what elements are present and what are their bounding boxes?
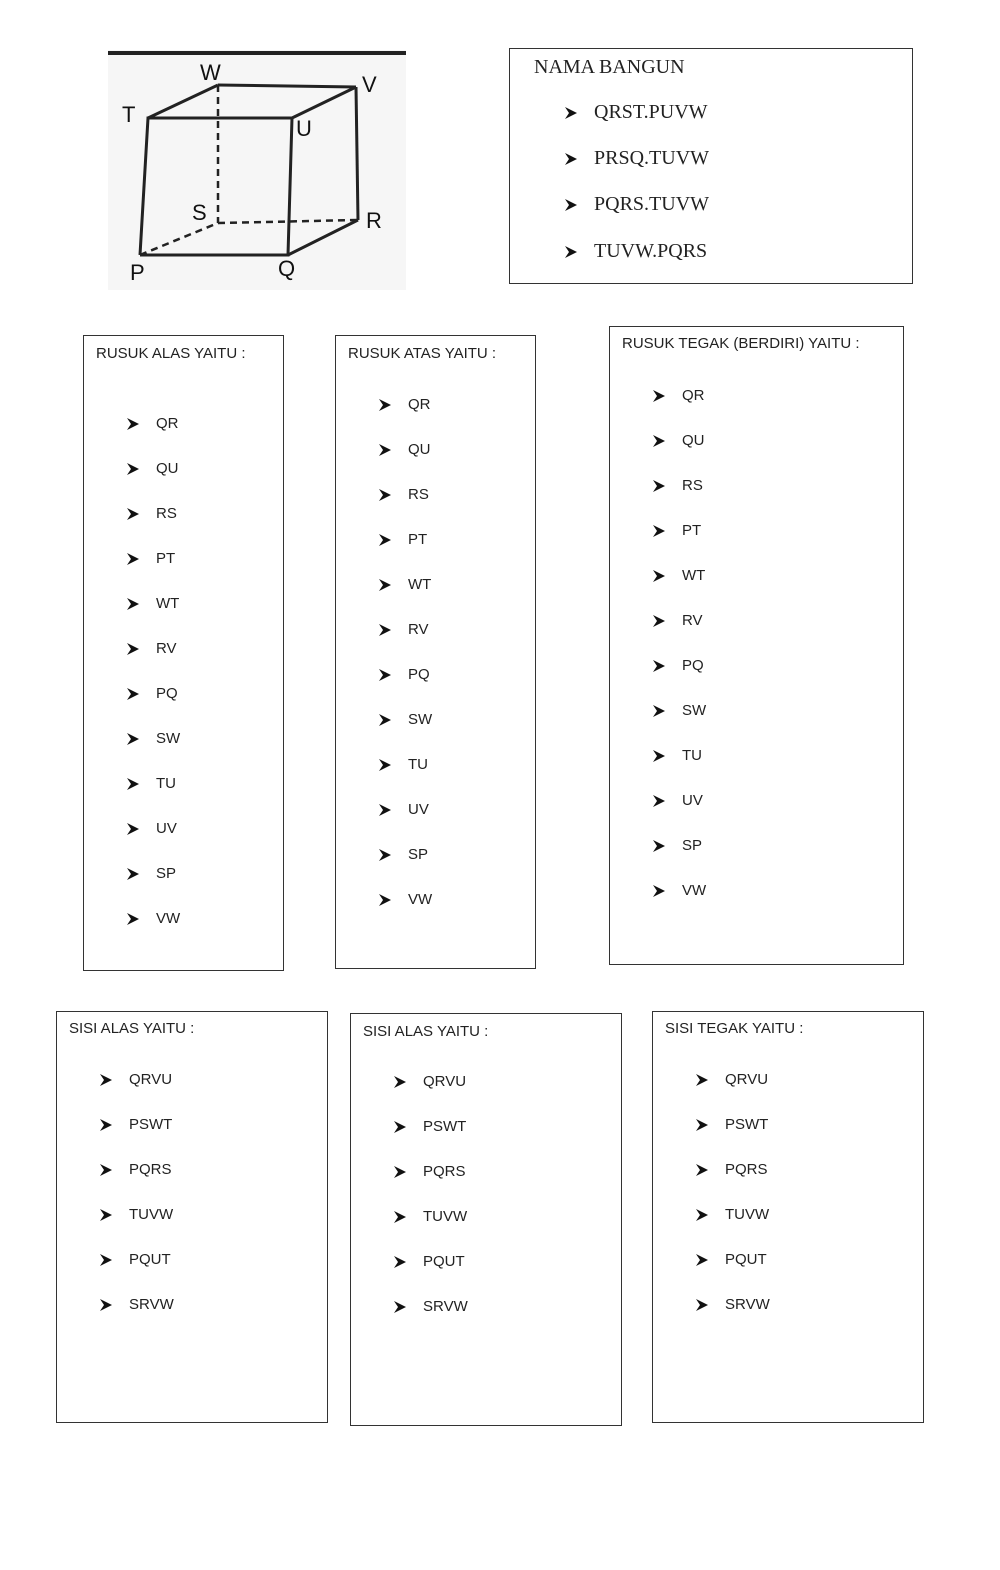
arrow-bullet-icon bbox=[378, 623, 392, 637]
rusuk-tegak-option-label: QR bbox=[682, 387, 705, 404]
sisi-alas-option-label: PSWT bbox=[129, 1116, 173, 1133]
rusuk-alas-option[interactable] bbox=[126, 460, 179, 477]
front-face bbox=[140, 118, 292, 255]
rusuk-tegak-option[interactable] bbox=[652, 882, 706, 899]
rusuk-tegak-option-label: VW bbox=[682, 882, 707, 899]
arrow-bullet-icon bbox=[378, 848, 392, 862]
sisi-tegak-option[interactable] bbox=[695, 1071, 768, 1088]
arrow-bullet-icon bbox=[393, 1075, 407, 1089]
arrow-bullet-icon bbox=[126, 732, 140, 746]
rusuk-tegak-option[interactable] bbox=[652, 702, 706, 719]
rusuk-atas-option-label: PT bbox=[408, 531, 428, 548]
sisi-alas-option[interactable] bbox=[393, 1253, 465, 1270]
rusuk-tegak-option-label: SP bbox=[682, 837, 703, 854]
rusuk-tegak-option-label: PT bbox=[682, 522, 702, 539]
rusuk-atas-option[interactable] bbox=[378, 846, 428, 863]
rusuk-alas-option-label: SP bbox=[156, 865, 177, 882]
sisi-alas-option-label: TUVW bbox=[129, 1206, 174, 1223]
vertex-label-u: U bbox=[296, 116, 312, 141]
nama-bangun-option-label: PRSQ.TUVW bbox=[594, 147, 710, 169]
rusuk-alas-option[interactable] bbox=[126, 415, 179, 432]
rusuk-alas-option-label: PQ bbox=[156, 685, 178, 702]
nama-bangun-option[interactable] bbox=[564, 147, 709, 170]
sisi-tegak-box bbox=[652, 1011, 924, 1423]
arrow-bullet-icon bbox=[652, 659, 666, 673]
rusuk-alas-option-label: RV bbox=[156, 640, 177, 657]
arrow-bullet-icon bbox=[393, 1120, 407, 1134]
rusuk-tegak-option[interactable] bbox=[652, 657, 704, 674]
rusuk-atas-option-label: SP bbox=[408, 846, 429, 863]
arrow-bullet-icon bbox=[695, 1163, 709, 1177]
rusuk-tegak-option[interactable] bbox=[652, 612, 703, 629]
sisi-alas-option-label: SRVW bbox=[423, 1298, 468, 1315]
arrow-bullet-icon bbox=[564, 198, 578, 212]
sisi-alas-title-2: SISI ALAS YAITU : bbox=[363, 1023, 489, 1040]
sisi-alas-option[interactable] bbox=[99, 1071, 172, 1088]
nama-bangun-option[interactable] bbox=[564, 101, 708, 124]
sisi-alas-option[interactable] bbox=[99, 1161, 172, 1178]
nama-bangun-option-label: QRST.PUVW bbox=[594, 101, 708, 123]
arrow-bullet-icon bbox=[126, 597, 140, 611]
arrow-bullet-icon bbox=[564, 106, 578, 120]
arrow-bullet-icon bbox=[564, 152, 578, 166]
rusuk-tegak-option[interactable] bbox=[652, 387, 705, 404]
arrow-bullet-icon bbox=[652, 794, 666, 808]
rusuk-atas-option-label: RS bbox=[408, 486, 429, 503]
arrow-bullet-icon bbox=[378, 668, 392, 682]
rusuk-atas-option-label: WT bbox=[408, 576, 432, 593]
sisi-alas-option[interactable] bbox=[393, 1298, 468, 1315]
sisi-alas-box-1 bbox=[56, 1011, 328, 1423]
arrow-bullet-icon bbox=[99, 1208, 113, 1222]
arrow-bullet-icon bbox=[378, 893, 392, 907]
rusuk-alas-title: RUSUK ALAS YAITU : bbox=[96, 345, 246, 362]
rusuk-atas-option-label: SW bbox=[408, 711, 433, 728]
rusuk-tegak-option-label: TU bbox=[682, 747, 702, 764]
arrow-bullet-icon bbox=[393, 1255, 407, 1269]
arrow-bullet-icon bbox=[126, 822, 140, 836]
rusuk-atas-option[interactable] bbox=[378, 576, 431, 593]
vertex-label-r: R bbox=[366, 208, 382, 233]
rusuk-atas-option[interactable] bbox=[378, 711, 432, 728]
rusuk-atas-option[interactable] bbox=[378, 801, 429, 818]
arrow-bullet-icon bbox=[99, 1298, 113, 1312]
rusuk-atas-box bbox=[335, 335, 536, 969]
arrow-bullet-icon bbox=[378, 578, 392, 592]
rusuk-tegak-option-label: QU bbox=[682, 432, 705, 449]
rusuk-tegak-option[interactable] bbox=[652, 477, 703, 494]
rusuk-alas-option-label: PT bbox=[156, 550, 176, 567]
arrow-bullet-icon bbox=[378, 398, 392, 412]
rusuk-tegak-option[interactable] bbox=[652, 837, 702, 854]
sisi-alas-option[interactable] bbox=[393, 1208, 467, 1225]
sisi-alas-title-1: SISI ALAS YAITU : bbox=[69, 1020, 195, 1037]
rusuk-atas-option[interactable] bbox=[378, 666, 430, 683]
arrow-bullet-icon bbox=[126, 417, 140, 431]
rusuk-atas-option-label: TU bbox=[408, 756, 428, 773]
sisi-tegak-option-label: PQRS bbox=[725, 1161, 768, 1178]
arrow-bullet-icon bbox=[695, 1208, 709, 1222]
arrow-bullet-icon bbox=[564, 245, 578, 259]
sisi-alas-option[interactable] bbox=[393, 1163, 466, 1180]
rusuk-atas-option-label: RV bbox=[408, 621, 429, 638]
arrow-bullet-icon bbox=[652, 749, 666, 763]
sisi-tegak-option-label: TUVW bbox=[725, 1206, 770, 1223]
nama-bangun-option-label: PQRS.TUVW bbox=[594, 193, 710, 215]
sisi-alas-option-label: PQUT bbox=[129, 1251, 171, 1268]
sisi-alas-option[interactable] bbox=[99, 1116, 172, 1133]
rusuk-alas-option[interactable] bbox=[126, 775, 176, 792]
arrow-bullet-icon bbox=[695, 1118, 709, 1132]
sisi-alas-option-label: SRVW bbox=[129, 1296, 174, 1313]
sisi-tegak-option[interactable] bbox=[695, 1296, 770, 1313]
arrow-bullet-icon bbox=[378, 758, 392, 772]
vertex-label-p: P bbox=[130, 260, 145, 285]
arrow-bullet-icon bbox=[126, 777, 140, 791]
arrow-bullet-icon bbox=[652, 524, 666, 538]
arrow-bullet-icon bbox=[393, 1210, 407, 1224]
sisi-tegak-option[interactable] bbox=[695, 1206, 769, 1223]
rusuk-alas-option-label: WT bbox=[156, 595, 180, 612]
rusuk-atas-option-label: QR bbox=[408, 396, 431, 413]
rusuk-alas-option[interactable] bbox=[126, 820, 177, 837]
nama-bangun-option[interactable] bbox=[564, 193, 709, 216]
arrow-bullet-icon bbox=[652, 389, 666, 403]
sisi-alas-option-label: QRVU bbox=[423, 1073, 467, 1090]
rusuk-alas-option[interactable] bbox=[126, 730, 180, 747]
rusuk-alas-option-label: QR bbox=[156, 415, 179, 432]
sisi-tegak-option-label: PQUT bbox=[725, 1251, 767, 1268]
rusuk-atas-option[interactable] bbox=[378, 441, 431, 458]
rusuk-atas-option-label: PQ bbox=[408, 666, 430, 683]
sisi-alas-option[interactable] bbox=[393, 1118, 466, 1135]
edge-tw bbox=[148, 85, 218, 118]
arrow-bullet-icon bbox=[652, 614, 666, 628]
sisi-alas-option-label: PQRS bbox=[423, 1163, 466, 1180]
rusuk-atas-option[interactable] bbox=[378, 756, 428, 773]
sisi-alas-option-label: TUVW bbox=[423, 1208, 468, 1225]
arrow-bullet-icon bbox=[126, 912, 140, 926]
arrow-bullet-icon bbox=[393, 1300, 407, 1314]
sisi-alas-option[interactable] bbox=[99, 1206, 173, 1223]
arrow-bullet-icon bbox=[99, 1163, 113, 1177]
sisi-tegak-option-label: QRVU bbox=[725, 1071, 769, 1088]
edge-ps-hidden bbox=[140, 223, 218, 255]
edge-uv bbox=[292, 87, 356, 118]
rusuk-alas-option[interactable] bbox=[126, 640, 177, 657]
sisi-alas-box-2 bbox=[350, 1013, 622, 1426]
rusuk-tegak-option[interactable] bbox=[652, 792, 703, 809]
rusuk-atas-title: RUSUK ATAS YAITU : bbox=[348, 345, 497, 362]
rusuk-atas-option[interactable] bbox=[378, 486, 429, 503]
rusuk-atas-option-label: VW bbox=[408, 891, 433, 908]
rusuk-tegak-option-label: WT bbox=[682, 567, 706, 584]
cuboid-figure bbox=[108, 50, 406, 290]
arrow-bullet-icon bbox=[695, 1073, 709, 1087]
nama-bangun-box bbox=[509, 48, 913, 284]
rusuk-tegak-option-label: RV bbox=[682, 612, 703, 629]
sisi-tegak-option-label: PSWT bbox=[725, 1116, 769, 1133]
arrow-bullet-icon bbox=[378, 443, 392, 457]
rusuk-alas-option-label: UV bbox=[156, 820, 177, 837]
rusuk-tegak-option-label: UV bbox=[682, 792, 703, 809]
vertex-label-q: Q bbox=[278, 256, 296, 281]
rusuk-atas-option-label: UV bbox=[408, 801, 429, 818]
rusuk-alas-option[interactable] bbox=[126, 595, 179, 612]
rusuk-atas-option-label: QU bbox=[408, 441, 431, 458]
rusuk-tegak-option[interactable] bbox=[652, 522, 701, 539]
rusuk-tegak-option[interactable] bbox=[652, 747, 702, 764]
sisi-tegak-title: SISI TEGAK YAITU : bbox=[665, 1020, 804, 1037]
arrow-bullet-icon bbox=[378, 488, 392, 502]
arrow-bullet-icon bbox=[126, 867, 140, 881]
arrow-bullet-icon bbox=[126, 687, 140, 701]
arrow-bullet-icon bbox=[99, 1073, 113, 1087]
arrow-bullet-icon bbox=[378, 803, 392, 817]
arrow-bullet-icon bbox=[695, 1253, 709, 1267]
rusuk-tegak-box bbox=[609, 326, 904, 965]
rusuk-atas-option[interactable] bbox=[378, 396, 431, 413]
rusuk-alas-option-label: VW bbox=[156, 910, 181, 927]
rusuk-atas-option[interactable] bbox=[378, 531, 427, 548]
arrow-bullet-icon bbox=[652, 569, 666, 583]
rusuk-atas-option[interactable] bbox=[378, 891, 432, 908]
sisi-tegak-option[interactable] bbox=[695, 1251, 767, 1268]
rusuk-tegak-option-label: SW bbox=[682, 702, 707, 719]
arrow-bullet-icon bbox=[652, 704, 666, 718]
rusuk-alas-box bbox=[83, 335, 284, 971]
arrow-bullet-icon bbox=[652, 479, 666, 493]
edge-vr bbox=[356, 87, 358, 220]
arrow-bullet-icon bbox=[126, 507, 140, 521]
rusuk-alas-option[interactable] bbox=[126, 550, 175, 567]
arrow-bullet-icon bbox=[695, 1298, 709, 1312]
arrow-bullet-icon bbox=[378, 713, 392, 727]
sisi-alas-option[interactable] bbox=[99, 1251, 171, 1268]
rusuk-tegak-option[interactable] bbox=[652, 567, 705, 584]
nama-bangun-title: NAMA BANGUN bbox=[534, 56, 685, 78]
rusuk-tegak-option[interactable] bbox=[652, 432, 705, 449]
vertex-label-v: V bbox=[362, 72, 377, 97]
arrow-bullet-icon bbox=[99, 1118, 113, 1132]
edge-qr bbox=[288, 220, 358, 255]
rusuk-alas-option[interactable] bbox=[126, 910, 180, 927]
rusuk-alas-option-label: RS bbox=[156, 505, 177, 522]
rusuk-tegak-option-label: RS bbox=[682, 477, 703, 494]
sisi-alas-option-label: QRVU bbox=[129, 1071, 173, 1088]
sisi-alas-option-label: PSWT bbox=[423, 1118, 467, 1135]
rusuk-alas-option[interactable] bbox=[126, 505, 177, 522]
arrow-bullet-icon bbox=[393, 1165, 407, 1179]
arrow-bullet-icon bbox=[126, 642, 140, 656]
rusuk-alas-option[interactable] bbox=[126, 685, 178, 702]
arrow-bullet-icon bbox=[126, 552, 140, 566]
sisi-tegak-option[interactable] bbox=[695, 1116, 768, 1133]
arrow-bullet-icon bbox=[126, 462, 140, 476]
sisi-alas-option-label: PQUT bbox=[423, 1253, 465, 1270]
nama-bangun-option[interactable] bbox=[564, 240, 707, 263]
arrow-bullet-icon bbox=[652, 434, 666, 448]
vertex-label-s: S bbox=[192, 200, 207, 225]
rusuk-atas-option[interactable] bbox=[378, 621, 429, 638]
nama-bangun-option-label: TUVW.PQRS bbox=[594, 240, 708, 262]
rusuk-tegak-option-label: PQ bbox=[682, 657, 704, 674]
vertex-label-t: T bbox=[122, 102, 136, 127]
rusuk-alas-option-label: TU bbox=[156, 775, 176, 792]
arrow-bullet-icon bbox=[99, 1253, 113, 1267]
sisi-alas-option-label: PQRS bbox=[129, 1161, 172, 1178]
sisi-tegak-option[interactable] bbox=[695, 1161, 768, 1178]
arrow-bullet-icon bbox=[378, 533, 392, 547]
sisi-alas-option[interactable] bbox=[393, 1073, 466, 1090]
edge-wv bbox=[218, 85, 356, 87]
sisi-tegak-option-label: SRVW bbox=[725, 1296, 770, 1313]
rusuk-alas-option-label: SW bbox=[156, 730, 181, 747]
rusuk-tegak-title: RUSUK TEGAK (BERDIRI) YAITU : bbox=[622, 335, 860, 352]
rusuk-alas-option[interactable] bbox=[126, 865, 176, 882]
sisi-alas-option[interactable] bbox=[99, 1296, 174, 1313]
vertex-label-w: W bbox=[200, 60, 221, 85]
arrow-bullet-icon bbox=[652, 839, 666, 853]
arrow-bullet-icon bbox=[652, 884, 666, 898]
rusuk-alas-option-label: QU bbox=[156, 460, 179, 477]
